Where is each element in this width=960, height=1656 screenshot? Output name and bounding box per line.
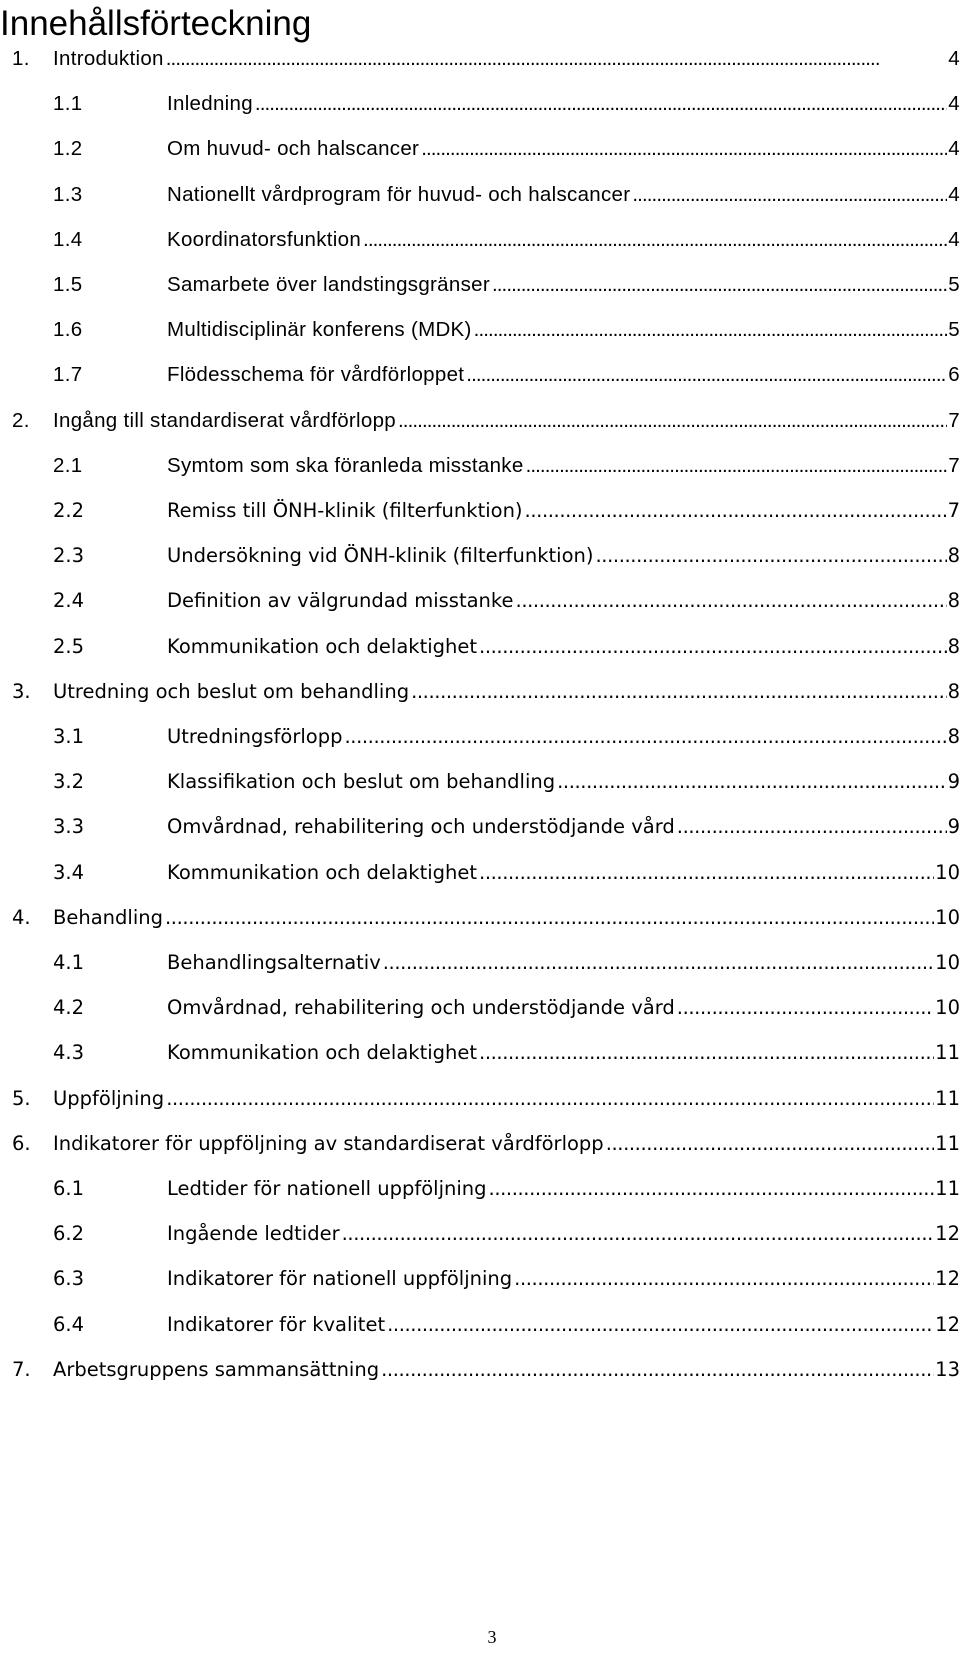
dot-leader (606, 1131, 934, 1157)
toc-entry[interactable] (0, 946, 960, 976)
toc-entry-number: 1.6 (53, 318, 83, 342)
dot-leader (342, 1221, 935, 1247)
toc-entry-page: 9 (947, 770, 960, 794)
toc-entry-number: 6.2 (53, 1222, 85, 1246)
toc-entry[interactable] (0, 856, 960, 886)
dot-leader (383, 950, 934, 976)
dot-leader (255, 91, 947, 117)
toc-entry-number: 6.4 (53, 1312, 85, 1336)
toc-entry-number: 1.1 (53, 92, 83, 116)
toc-entry-label: Symtom som ska föranleda misstanke (167, 453, 524, 477)
toc-entry-page: 8 (947, 679, 960, 703)
dot-leader (381, 1357, 934, 1383)
toc-entry-label: Uppföljning (53, 1086, 165, 1110)
toc-entry-label: Koordinatorsfunktion (167, 227, 362, 251)
toc-entry-page: 7 (948, 408, 960, 432)
dot-leader (526, 453, 947, 479)
dot-leader (166, 1086, 934, 1112)
dot-leader (492, 272, 947, 298)
dot-leader (514, 1266, 934, 1292)
toc-entry[interactable] (0, 901, 960, 931)
toc-entry[interactable] (0, 1127, 960, 1157)
toc-entry-number: 6. (12, 1131, 31, 1155)
toc-entry-number: 4.3 (53, 1041, 85, 1065)
toc-entry[interactable] (0, 358, 960, 388)
toc-entry-number: 4.2 (53, 996, 85, 1020)
toc-entry[interactable] (0, 1353, 960, 1383)
toc-entry-label: Om huvud- och halscancer (167, 137, 420, 161)
toc-entry-number: 6.3 (53, 1267, 85, 1291)
toc-entry-number: 3.2 (53, 770, 85, 794)
toc-entry[interactable] (0, 675, 960, 705)
toc-entry-page: 4 (948, 227, 960, 251)
dot-leader (474, 317, 947, 343)
toc-entry[interactable] (0, 494, 960, 524)
toc-entry-label: Definition av välgrundad misstanke (167, 589, 514, 613)
toc-entry[interactable] (0, 765, 960, 795)
toc-entry-number: 6.1 (53, 1177, 85, 1200)
page-number: 3 (487, 1627, 497, 1647)
toc-entry-page: 12 (935, 1312, 960, 1336)
toc-entry-label: Klassifikation och beslut om behandling (167, 770, 556, 794)
toc-entry-number: 3.3 (53, 815, 85, 839)
toc-entry-page: 4 (948, 47, 960, 70)
toc-entry-page: 11 (935, 1086, 960, 1110)
toc-entry-label: Kommunikation och delaktighet (167, 860, 478, 884)
dot-leader (398, 408, 947, 434)
toc-entry[interactable] (0, 449, 960, 479)
toc-entry-label: Introduktion (53, 47, 164, 70)
toc-entry-number: 3.1 (53, 725, 85, 748)
toc-entry-label: Arbetsgruppens sammansättning (53, 1357, 380, 1381)
toc-entry-number: 5. (12, 1086, 31, 1110)
dot-leader (677, 814, 947, 840)
toc-entry[interactable] (0, 313, 960, 343)
dot-leader (596, 543, 947, 569)
toc-entry[interactable] (0, 178, 960, 208)
toc-entry[interactable] (0, 268, 960, 298)
toc-entry-label: Utredning och beslut om behandling (53, 679, 410, 703)
toc-entry-label: Inledning (167, 92, 253, 116)
toc-entry-label: Undersökning vid ÖNH-klinik (filterfunktion) (167, 544, 594, 568)
toc-entry-page: 8 (947, 725, 960, 748)
toc-entry-number: 1.4 (53, 227, 83, 251)
toc-entry-label: Nationellt vårdprogram för huvud- och halscancer (167, 182, 631, 206)
toc-entry[interactable] (0, 1217, 960, 1247)
toc-entry-page: 5 (948, 318, 960, 342)
toc-entry[interactable] (0, 42, 960, 72)
toc-entry-number: 3. (12, 679, 31, 703)
toc-entry-label: Kommunikation och delaktighet (167, 1041, 478, 1065)
toc-entry-label: Omvårdnad, rehabilitering och understödjande vård (167, 996, 675, 1020)
toc-entry-number: 2.1 (53, 453, 83, 477)
toc-entry[interactable] (0, 810, 960, 840)
dot-leader (421, 136, 947, 162)
toc-entry-page: 10 (935, 905, 960, 929)
toc-entry[interactable] (0, 87, 960, 117)
toc-entry[interactable] (0, 991, 960, 1021)
toc-entry-number: 1.2 (53, 137, 83, 161)
toc-entry-label: Utredningsförlopp (167, 725, 343, 748)
dot-leader (411, 679, 947, 705)
toc-entry-page: 13 (935, 1357, 960, 1381)
dot-leader (466, 362, 947, 388)
dot-leader (479, 634, 947, 660)
toc-entry-page: 10 (935, 996, 960, 1020)
toc-entry-page: 4 (948, 92, 960, 116)
toc-entry-number: 4.1 (53, 951, 85, 974)
dot-leader (632, 182, 947, 208)
toc-entry-page: 8 (947, 544, 960, 568)
toc-entry[interactable] (0, 223, 960, 253)
toc-entry-number: 2. (12, 408, 30, 432)
toc-entry-number: 2.4 (53, 589, 85, 613)
dot-leader (557, 769, 946, 795)
toc-entry-label: Omvårdnad, rehabilitering och understödjande vård (167, 815, 675, 839)
toc-entry[interactable] (0, 1308, 960, 1338)
toc-entry-label: Behandlingsalternativ (167, 951, 381, 974)
page-footer (0, 1626, 960, 1648)
toc-entry[interactable] (0, 1082, 960, 1112)
toc-entry-label: Behandling (53, 905, 163, 929)
toc-entry-page: 5 (948, 273, 960, 296)
toc-entry-number: 7. (12, 1357, 31, 1381)
toc-entry-page: 8 (947, 589, 960, 613)
dot-leader (479, 860, 934, 886)
toc-entry[interactable] (0, 1262, 960, 1292)
toc-entry-page: 4 (948, 182, 960, 206)
toc-entry-label: Indikatorer för uppföljning av standardiserat vårdförlopp (53, 1131, 604, 1155)
toc-title: Innehållsförteckning (0, 4, 312, 43)
dot-leader (489, 1176, 935, 1202)
toc-entry-label: Multidisciplinär konferens (MDK) (167, 318, 472, 342)
toc-entry-label: Ingående ledtider (167, 1222, 340, 1246)
toc-entry[interactable] (0, 132, 960, 162)
dot-leader (479, 1040, 934, 1066)
toc-entry[interactable] (0, 630, 960, 660)
toc-entry-number: 1.5 (53, 273, 83, 296)
toc-entry-label: Remiss till ÖNH-klinik (filterfunktion) (167, 499, 523, 522)
toc-entry[interactable] (0, 1172, 960, 1202)
dot-leader (516, 588, 947, 614)
toc-entry-page: 10 (935, 860, 960, 884)
toc-entry-number: 2.5 (53, 634, 85, 658)
toc-entry-page: 12 (935, 1222, 960, 1246)
toc-entry-page: 11 (935, 1131, 960, 1155)
toc-entry[interactable] (0, 1036, 960, 1066)
dot-leader (344, 724, 946, 750)
toc-entry-page: 10 (935, 951, 960, 974)
toc-entry-number: 1.7 (53, 363, 83, 387)
toc-entry-page: 4 (948, 137, 960, 161)
toc-entry[interactable] (0, 584, 960, 614)
dot-leader (165, 905, 934, 931)
toc-entry-number: 1. (12, 47, 30, 70)
toc-entry-label: Ingång till standardiserat vårdförlopp (53, 408, 397, 432)
toc-entry-number: 4. (12, 905, 31, 929)
dot-leader (166, 46, 947, 72)
toc-entry-number: 1.3 (53, 182, 83, 206)
toc-entry[interactable] (0, 720, 960, 750)
dot-leader (677, 995, 934, 1021)
toc-entry-label: Indikatorer för kvalitet (167, 1312, 386, 1336)
toc-entry[interactable] (0, 404, 960, 434)
toc-entry-page: 11 (935, 1177, 960, 1200)
toc-entry-page: 7 (948, 453, 960, 477)
toc-entry-page: 8 (947, 634, 960, 658)
dot-leader (525, 498, 947, 524)
toc-entry[interactable] (0, 539, 960, 569)
toc-entry-page: 12 (935, 1267, 960, 1291)
toc-entry-label: Flödesschema för vårdförloppet (167, 363, 465, 387)
dot-leader (387, 1312, 934, 1338)
toc-entry-number: 2.3 (53, 544, 85, 568)
toc-entry-label: Indikatorer för nationell uppföljning (167, 1267, 513, 1291)
toc-entry-page: 7 (947, 499, 960, 522)
toc-entry-number: 3.4 (53, 860, 85, 884)
toc-entry-label: Ledtider för nationell uppföljning (167, 1177, 487, 1200)
toc-entry-page: 6 (948, 363, 960, 387)
toc-entry-number: 2.2 (53, 499, 85, 522)
toc-entry-label: Samarbete över landstingsgränser (167, 273, 490, 296)
toc-entry-label: Kommunikation och delaktighet (167, 634, 478, 658)
toc-entry-page: 9 (947, 815, 960, 839)
toc-entry-page: 11 (935, 1041, 960, 1065)
dot-leader (363, 227, 947, 253)
